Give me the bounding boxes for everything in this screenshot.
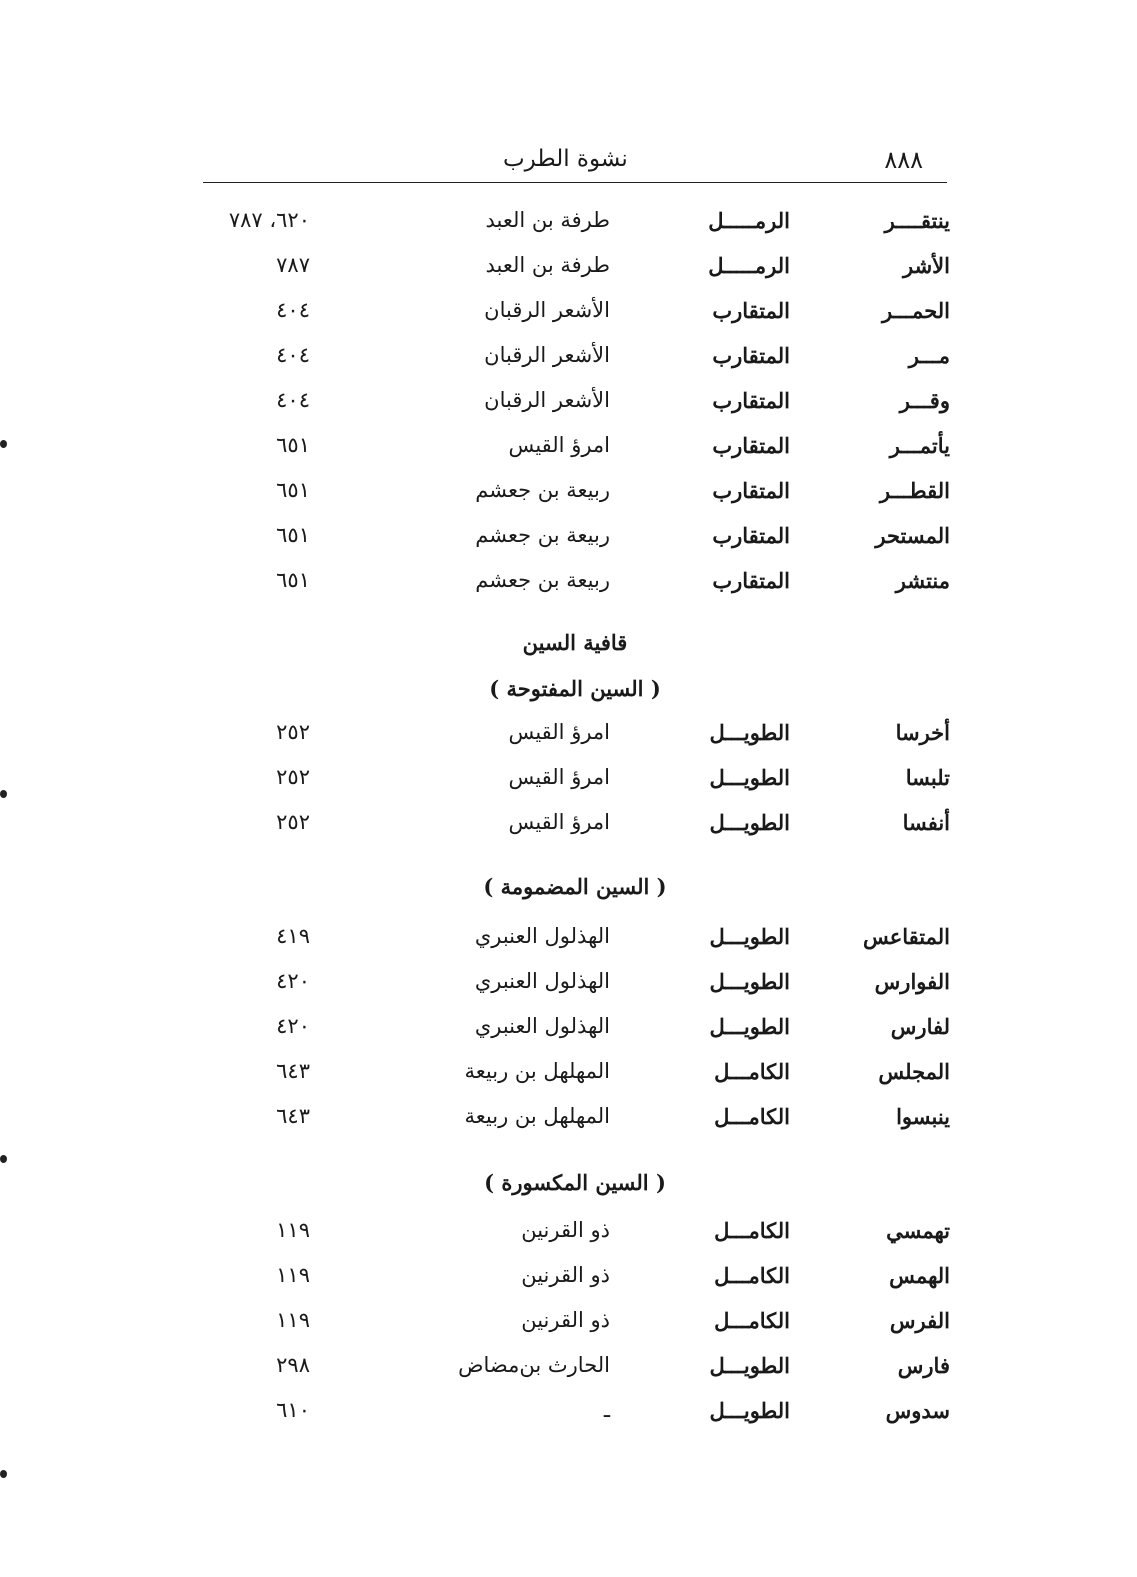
- rhyme-word: أخرسا: [895, 720, 950, 745]
- page-reference: ٤٠٤: [276, 388, 310, 412]
- meter-name: الطويـــل: [709, 765, 790, 790]
- page-reference: ٤١٩: [276, 924, 310, 948]
- index-row: [190, 1014, 960, 1054]
- index-row: [190, 568, 960, 608]
- page-number: ٨٨٨: [884, 146, 923, 174]
- rhyme-word: لفارس: [890, 1014, 950, 1039]
- meter-name: الكامـــل: [714, 1308, 790, 1333]
- page-reference: ٦٥١: [276, 568, 310, 592]
- rhyme-word: تهمسي: [886, 1218, 950, 1243]
- poet-name: طرفة بن العبد: [485, 208, 610, 232]
- index-row: [190, 478, 960, 518]
- page-reference: ٤٢٠: [276, 1014, 310, 1038]
- index-row: [190, 1059, 960, 1099]
- meter-name: المتقارب: [712, 298, 790, 323]
- index-row: [190, 969, 960, 1009]
- index-row: [190, 1353, 960, 1393]
- rhyme-word: الأشر: [903, 253, 950, 278]
- page-reference: ٢٩٨: [276, 1353, 310, 1377]
- meter-name: المتقارب: [712, 523, 790, 548]
- index-row: [190, 343, 960, 383]
- page-reference: ٦٤٣: [276, 1104, 310, 1128]
- poet-name: ربيعة بن جعشم: [475, 568, 610, 592]
- rhyme-word: ينبسوا: [896, 1104, 950, 1129]
- poet-name: ذو القرنين: [521, 1263, 610, 1287]
- poet-name: المهلهل بن ربيعة: [464, 1059, 610, 1083]
- poet-name: المهلهل بن ربيعة: [464, 1104, 610, 1128]
- index-row: [190, 1218, 960, 1258]
- index-row: [190, 298, 960, 338]
- meter-name: الطويـــل: [709, 969, 790, 994]
- meter-name: الكامـــل: [714, 1218, 790, 1243]
- page-reference: ٦٥١: [276, 523, 310, 547]
- meter-name: الرمـــــل: [708, 208, 790, 233]
- page-reference: ٤٢٠: [276, 969, 310, 993]
- scan-speck: [0, 1470, 7, 1478]
- page-header: [203, 142, 947, 183]
- index-row: [190, 253, 960, 293]
- rhyme-word: ينتقــــر: [884, 208, 950, 233]
- index-row: [190, 810, 960, 850]
- poet-name: ـ: [603, 1398, 610, 1422]
- poet-name: الهذلول العنبري: [474, 1014, 610, 1038]
- meter-name: الطويـــل: [709, 720, 790, 745]
- index-row: [190, 388, 960, 428]
- rhyme-word: وقـــر: [899, 388, 950, 413]
- poet-name: الحارث بن‌مضاض: [458, 1353, 610, 1377]
- rhyme-word: الهمس: [889, 1263, 950, 1288]
- meter-name: الطويـــل: [709, 924, 790, 949]
- meter-name: الطويـــل: [709, 1014, 790, 1039]
- index-row: [190, 1104, 960, 1144]
- index-row: [190, 433, 960, 473]
- meter-name: المتقارب: [712, 478, 790, 503]
- meter-name: الكامـــل: [714, 1104, 790, 1129]
- rhyme-word: الحمـــر: [882, 298, 950, 323]
- rhyme-word: المتقاعس: [862, 924, 950, 949]
- poet-name: امرؤ القيس: [508, 765, 610, 789]
- page-reference: ٦٥١: [276, 433, 310, 457]
- poet-name: امرؤ القيس: [508, 810, 610, 834]
- subsection-heading: ( السين المكسورة ): [484, 1170, 666, 1195]
- page-reference: ٦٢٠، ٧٨٧: [228, 208, 310, 232]
- page-reference: ٤٠٤: [276, 343, 310, 367]
- rhyme-word: تلبسا: [905, 765, 950, 790]
- rhyme-word: القطـــر: [879, 478, 950, 503]
- meter-name: المتقارب: [712, 343, 790, 368]
- rhyme-word: الفوارس: [874, 969, 950, 994]
- poet-name: الأشعر الرقبان: [484, 388, 610, 412]
- poet-name: الهذلول العنبري: [474, 969, 610, 993]
- index-row: [190, 523, 960, 563]
- index-row: [190, 1308, 960, 1348]
- page-reference: ٦٤٣: [276, 1059, 310, 1083]
- rhyme-word: المجلس: [878, 1059, 950, 1084]
- page-reference: ٢٥٢: [276, 765, 310, 789]
- index-row: [190, 1263, 960, 1303]
- meter-name: الكامـــل: [714, 1263, 790, 1288]
- poet-name: ذو القرنين: [521, 1218, 610, 1242]
- scan-speck: [0, 1155, 7, 1163]
- rhyme-word: مـــر: [908, 343, 950, 368]
- subsection-heading: ( السين المضمومة ): [483, 874, 667, 899]
- page-reference: ٦١٠: [276, 1398, 310, 1422]
- poet-name: الأشعر الرقبان: [484, 298, 610, 322]
- poet-name: امرؤ القيس: [508, 720, 610, 744]
- page-reference: ٢٥٢: [276, 720, 310, 744]
- meter-name: المتقارب: [712, 388, 790, 413]
- meter-name: الطويـــل: [709, 1398, 790, 1423]
- page-reference: ٢٥٢: [276, 810, 310, 834]
- meter-name: الطويـــل: [709, 810, 790, 835]
- scan-speck: [0, 790, 7, 798]
- page-reference: ٧٨٧: [276, 253, 310, 277]
- poet-name: ربيعة بن جعشم: [475, 523, 610, 547]
- section-heading: قافية السين: [522, 630, 628, 655]
- rhyme-word: فارس: [897, 1353, 950, 1378]
- poet-name: الأشعر الرقبان: [484, 343, 610, 367]
- page-reference: ١١٩: [276, 1263, 310, 1287]
- index-row: [190, 720, 960, 760]
- page-reference: ١١٩: [276, 1218, 310, 1242]
- rhyme-word: سدوس: [885, 1398, 950, 1423]
- meter-name: المتقارب: [712, 568, 790, 593]
- meter-name: المتقارب: [712, 433, 790, 458]
- rhyme-word: أنفسا: [902, 810, 950, 835]
- index-row: [190, 765, 960, 805]
- page-reference: ١١٩: [276, 1308, 310, 1332]
- rhyme-word: المستحر: [875, 523, 950, 548]
- index-row: [190, 1398, 960, 1438]
- meter-name: الطويـــل: [709, 1353, 790, 1378]
- meter-name: الرمـــــل: [708, 253, 790, 278]
- poet-name: امرؤ القيس: [508, 433, 610, 457]
- poet-name: ذو القرنين: [521, 1308, 610, 1332]
- poet-name: الهذلول العنبري: [474, 924, 610, 948]
- index-row: [190, 924, 960, 964]
- rhyme-word: الفرس: [889, 1308, 950, 1333]
- poet-name: ربيعة بن جعشم: [475, 478, 610, 502]
- running-title: نشوة الطرب: [503, 146, 628, 172]
- rhyme-word: يأتمـــر: [889, 433, 950, 458]
- index-row: [190, 208, 960, 248]
- rhyme-word: منتشر: [895, 568, 950, 593]
- page-reference: ٦٥١: [276, 478, 310, 502]
- scan-speck: [0, 440, 7, 448]
- subsection-heading: ( السين المفتوحة ): [489, 676, 661, 701]
- poet-name: طرفة بن العبد: [485, 253, 610, 277]
- meter-name: الكامـــل: [714, 1059, 790, 1084]
- page-reference: ٤٠٤: [276, 298, 310, 322]
